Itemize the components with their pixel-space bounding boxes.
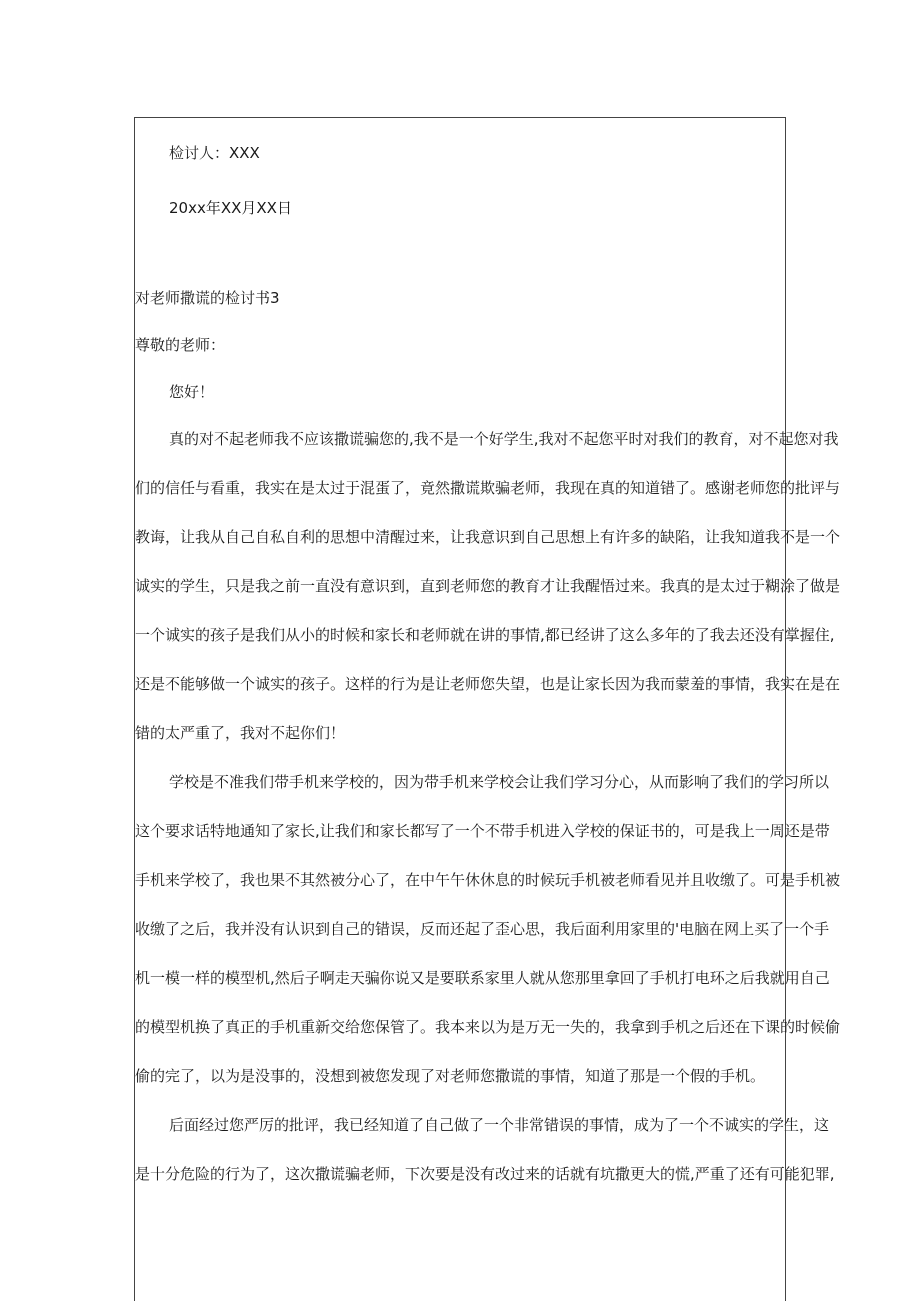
paragraph-1-line: 还是不能够做一个诚实的孩子。这样的行为是让老师您失望，也是让家长因为我而蒙羞的事情，我实在是在 xyxy=(135,675,841,693)
paragraph-1-line: 一个诚实的孩子是我们从小的时候和家长和老师就在讲的事情,都已经讲了这么多年的了我去还没有掌握住, xyxy=(135,626,835,644)
paragraph-2-line: 偷的完了，以为是没事的，没想到被您发现了对老师您撒谎的事情，知道了那是一个假的手机。 xyxy=(135,1067,766,1085)
paragraph-1-line: 教诲，让我从自己自私自利的思想中清醒过来，让我意识到自己思想上有许多的缺陷，让我知道我不是一个 xyxy=(135,528,841,546)
signature-date: 20xx年XX月XX日 xyxy=(169,199,292,217)
paragraph-2-line: 的模型机换了真正的手机重新交给您保管了。我本来以为是万无一失的，我拿到手机之后还在下课的时候偷 xyxy=(135,1018,841,1036)
paragraph-1-line: 真的对不起老师我不应该撒谎骗您的,我不是一个好学生,我对不起您平时对我们的教育，对不起您对我 xyxy=(169,430,839,448)
paragraph-1-line: 们的信任与看重，我实在是太过于混蛋了，竟然撒谎欺骗老师，我现在真的知道错了。感谢老师您的批评与 xyxy=(135,479,841,497)
paragraph-1-line: 错的太严重了，我对不起你们！ xyxy=(135,724,346,742)
reviewer-signature: 检讨人：XXX xyxy=(169,144,260,162)
paragraph-2-line: 这个要求话特地通知了家长,让我们和家长都写了一个不带手机进入学校的保证书的，可是我上一周还是带 xyxy=(135,822,830,840)
paragraph-2-line: 机一模一样的模型机,然后子啊走天骗你说又是要联系家里人就从您那里拿回了手机打电环之后我就用自己 xyxy=(135,969,830,987)
paragraph-2-line: 学校是不准我们带手机来学校的，因为带手机来学校会让我们学习分心，从而影响了我们的学习所以 xyxy=(169,773,830,791)
paragraph-3-line: 后面经过您严厉的批评，我已经知道了自己做了一个非常错误的事情，成为了一个不诚实的学生，这 xyxy=(169,1116,830,1134)
document-frame xyxy=(134,117,841,1301)
paragraph-2-line: 收缴了之后，我并没有认识到自己的错误，反而还起了歪心思，我后面利用家里的'电脑在网上买了一个手 xyxy=(135,920,830,938)
paragraph-1-line: 诚实的学生，只是我之前一直没有意识到，直到老师您的教育才让我醒悟过来。我真的是太过于糊涂了做是 xyxy=(135,577,841,595)
letter-title: 对老师撒谎的检讨书3 xyxy=(135,289,280,307)
paragraph-2-line: 手机来学校了，我也果不其然被分心了，在中午午休休息的时候玩手机被老师看见并且收缴了。可是手机被 xyxy=(135,871,841,889)
salutation: 尊敬的老师： xyxy=(135,336,226,354)
greeting: 您好！ xyxy=(169,383,215,401)
paragraph-3-line: 是十分危险的行为了，这次撒谎骗老师，下次要是没有改过来的话就有坑撒更大的慌,严重了还有可能犯罪, xyxy=(135,1165,835,1183)
